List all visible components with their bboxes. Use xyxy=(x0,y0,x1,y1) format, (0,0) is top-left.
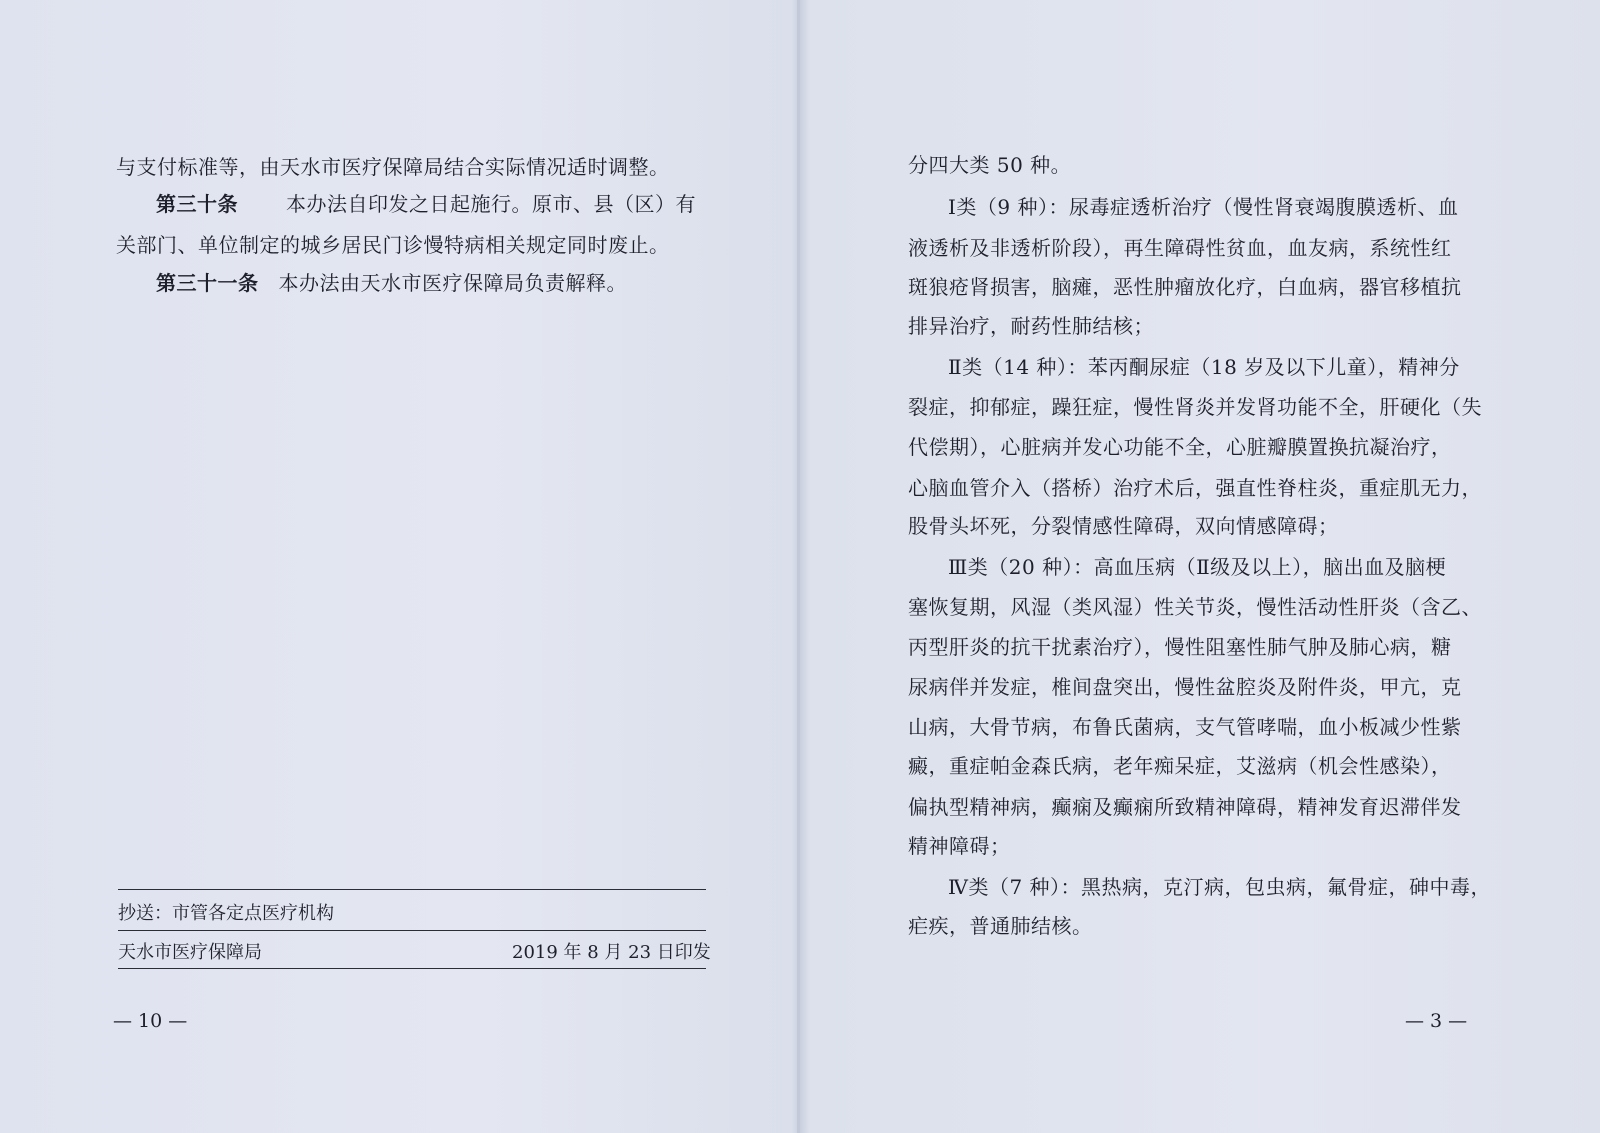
left-page xyxy=(0,0,797,1133)
text-line: 分四大类 50 种。 xyxy=(908,153,1072,177)
article-30-text: 本办法自印发之日起施行。原市、县（区）有 xyxy=(286,192,696,216)
text-line: 液透析及非透析阶段），再生障碍性贫血，血友病，系统性红 xyxy=(908,236,1452,260)
article-31-heading: 第三十一条 xyxy=(156,271,259,295)
text-line: 排异治疗，耐药性肺结核； xyxy=(908,314,1154,338)
article-31-text: 本办法由天水市医疗保障局负责解释。 xyxy=(278,271,627,295)
category-4-line: Ⅳ类（7 种）：黑热病，克汀病，包虫病，氟骨症，砷中毒， xyxy=(948,875,1492,899)
text-line: 疟疾，普通肺结核。 xyxy=(908,914,1093,938)
category-3-line: Ⅲ类（20 种）：高血压病（Ⅱ级及以上），脑出血及脑梗 xyxy=(948,555,1447,579)
article-30-line xyxy=(156,190,696,218)
text-line: 尿病伴并发症，椎间盘突出，慢性盆腔炎及附件炎，甲亢，克 xyxy=(908,675,1462,699)
article-30-heading: 第三十条 xyxy=(156,192,238,216)
text-line: 偏执型精神病，癫痫及癫痫所致精神障碍，精神发育迟滞伴发 xyxy=(908,795,1462,819)
issue-date: 2019 年 8 月 23 日印发 xyxy=(512,942,711,963)
category-1-line: Ⅰ类（9 种）：尿毒症透析治疗（慢性肾衰竭腹膜透析、血 xyxy=(948,195,1459,219)
right-page xyxy=(800,0,1600,1133)
page-number: — 10 — xyxy=(113,1010,188,1032)
text-line: 与支付标准等，由天水市医疗保障局结合实际情况适时调整。 xyxy=(116,155,670,179)
text-line: 关部门、单位制定的城乡居民门诊慢特病相关规定同时废止。 xyxy=(116,233,670,257)
footer-rule-middle xyxy=(118,930,706,931)
article-31-line xyxy=(156,269,627,297)
footer-rule-bottom xyxy=(118,968,706,969)
cc-line: 抄送：市管各定点医疗机构 xyxy=(118,903,334,924)
text-line: 癜，重症帕金森氏病，老年痴呆症，艾滋病（机会性感染）， xyxy=(908,754,1452,778)
text-line: 精神障碍； xyxy=(908,834,1011,858)
text-line: 股骨头坏死，分裂情感性障碍，双向情感障碍； xyxy=(908,514,1339,538)
text-line: 代偿期），心脏病并发心功能不全，心脏瓣膜置换抗凝治疗， xyxy=(908,435,1452,459)
text-line: 斑狼疮肾损害，脑瘫，恶性肿瘤放化疗，白血病，器官移植抗 xyxy=(908,275,1462,299)
text-line: 山病，大骨节病，布鲁氏菌病，支气管哮喘，血小板减少性紫 xyxy=(908,715,1462,739)
footer-rule-top xyxy=(118,889,706,890)
text-line: 塞恢复期，风湿（类风湿）性关节炎，慢性活动性肝炎（含乙、 xyxy=(908,595,1482,619)
page-number: — 3 — xyxy=(1405,1010,1468,1032)
text-line: 丙型肝炎的抗干扰素治疗），慢性阻塞性肺气肿及肺心病，糖 xyxy=(908,635,1452,659)
category-2-line: Ⅱ类（14 种）：苯丙酮尿症（18 岁及以下儿童），精神分 xyxy=(948,355,1460,379)
text-line: 心脑血管介入（搭桥）治疗术后，强直性脊柱炎，重症肌无力， xyxy=(908,476,1482,500)
text-line: 裂症，抑郁症，躁狂症，慢性肾炎并发肾功能不全，肝硬化（失 xyxy=(908,395,1482,419)
issuer: 天水市医疗保障局 xyxy=(118,942,262,963)
